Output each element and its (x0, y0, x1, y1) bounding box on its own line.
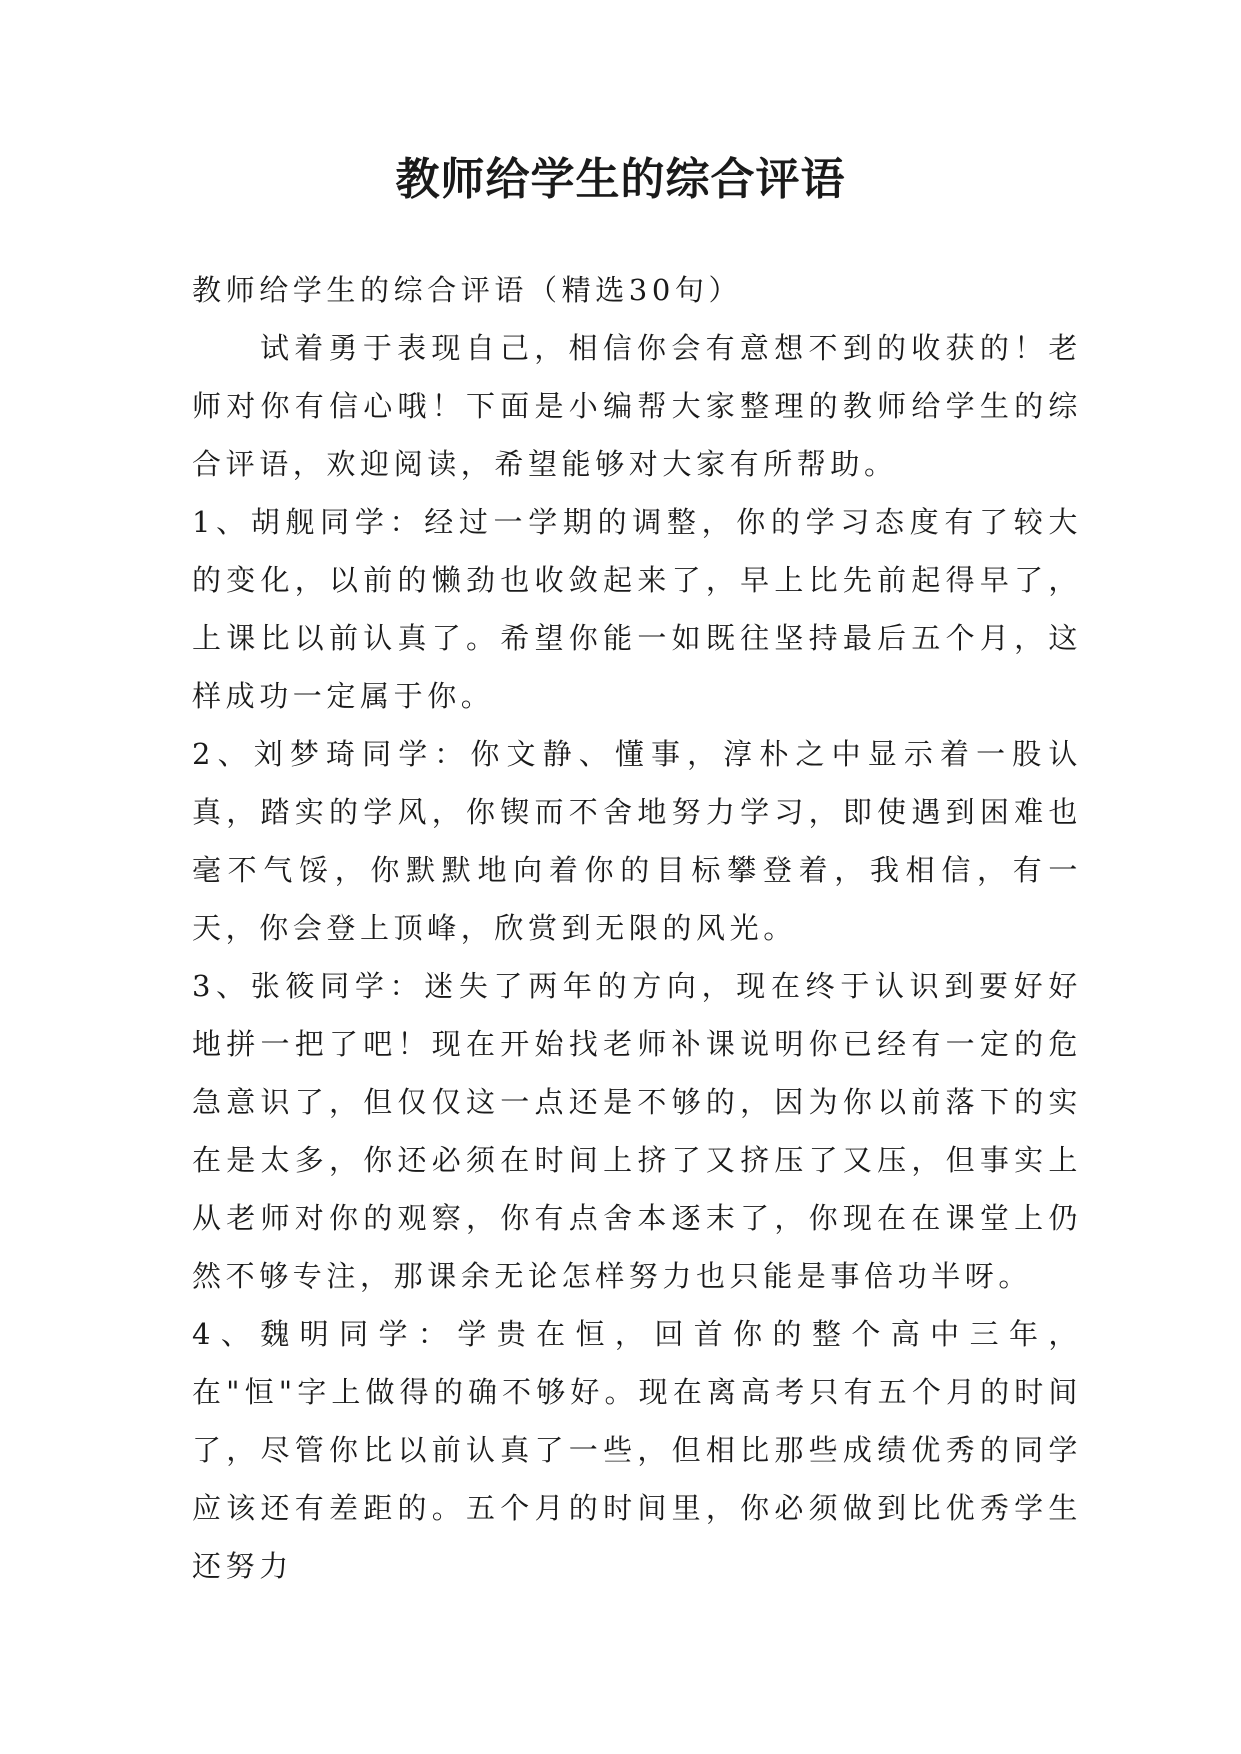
intro-paragraph: 试着勇于表现自己，相信你会有意想不到的收获的！老师对你有信心哦！下面是小编帮大家整理的教师给学生的综合评语，欢迎阅读，希望能够对大家有所帮助。 (192, 331, 1082, 481)
comment-item-3: 3、张筱同学：迷失了两年的方向，现在终于认识到要好好地拼一把了吧！现在开始找老师补课说明你已经有一定的危急意识了，但仅仅这一点还是不够的，因为你以前落下的实在是太多，你还必须在时间上挤了又挤压了又压，但事实上从老师对你的观察，你有点舍本逐末了，你现在在课堂上仍然不够专注，那课余无论怎样努力也只能是事倍功半呀。 (192, 969, 1082, 1293)
document-body (192, 261, 1082, 1595)
comment-item-4: 4、魏明同学：学贵在恒，回首你的整个高中三年，在"恒"字上做得的确不够好。现在离高考只有五个月的时间了，尽管你比以前认真了一些，但相比那些成绩优秀的同学应该还有差距的。五个月的时间里，你必须做到比优秀学生还努力 (192, 1317, 1082, 1583)
comment-item-2: 2、刘梦琦同学：你文静、懂事，淳朴之中显示着一股认真，踏实的学风，你锲而不舍地努力学习，即使遇到困难也毫不气馁，你默默地向着你的目标攀登着，我相信，有一天，你会登上顶峰，欣赏到无限的风光。 (192, 737, 1082, 945)
document-subtitle: 教师给学生的综合评语（精选30句） (192, 273, 743, 307)
comment-item-1: 1、胡舰同学：经过一学期的调整，你的学习态度有了较大的变化，以前的懒劲也收敛起来了，早上比先前起得早了，上课比以前认真了。希望你能一如既往坚持最后五个月，这样成功一定属于你。 (192, 505, 1082, 713)
document-title: 教师给学生的综合评语 (395, 154, 846, 205)
